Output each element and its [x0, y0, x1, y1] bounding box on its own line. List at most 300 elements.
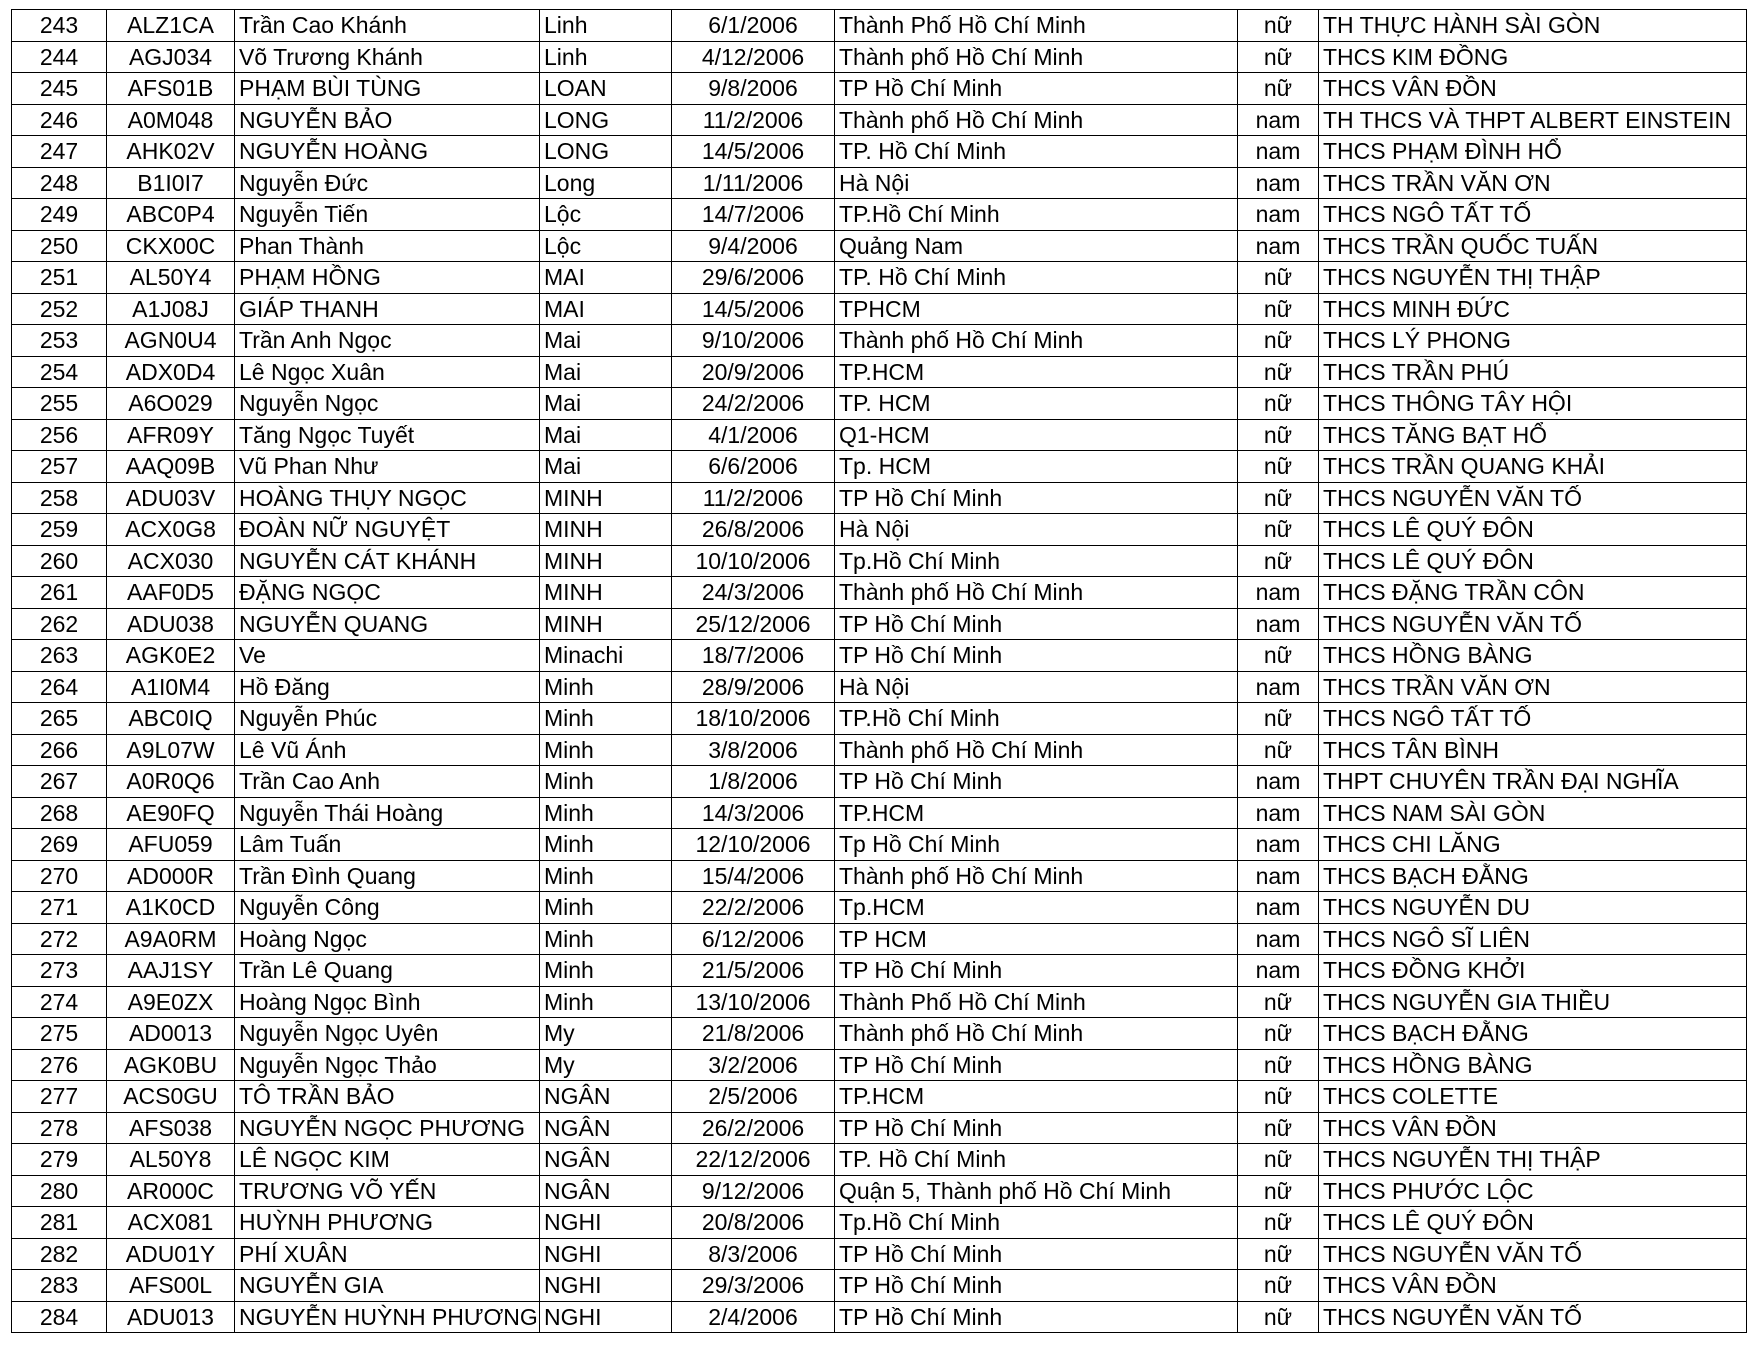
table-row — [12, 640, 1747, 672]
student-roster-table — [11, 9, 1747, 1333]
row-number-cell: 248 — [12, 167, 107, 199]
gender-cell: nữ — [1238, 734, 1319, 766]
given-name-cell: Minh — [540, 734, 672, 766]
school-cell: THCS NGUYỄN VĂN TỐ — [1319, 1238, 1747, 1270]
roster-sheet — [11, 9, 1747, 1333]
school-cell: THCS TÂN BÌNH — [1319, 734, 1747, 766]
table-row — [12, 73, 1747, 105]
surname-cell: TRƯƠNG VÕ YẾN — [235, 1175, 540, 1207]
candidate-code-cell: AL50Y4 — [107, 262, 235, 294]
row-number-cell: 268 — [12, 797, 107, 829]
gender-cell: nam — [1238, 104, 1319, 136]
birth-date-cell: 28/9/2006 — [672, 671, 835, 703]
candidate-code-cell: ACS0GU — [107, 1081, 235, 1113]
given-name-cell: Mai — [540, 451, 672, 483]
row-number-cell: 281 — [12, 1207, 107, 1239]
gender-cell: nữ — [1238, 514, 1319, 546]
school-cell: THCS NGÔ SĨ LIÊN — [1319, 923, 1747, 955]
candidate-code-cell: ADX0D4 — [107, 356, 235, 388]
row-number-cell: 251 — [12, 262, 107, 294]
table-row — [12, 10, 1747, 42]
surname-cell: PHÍ XUÂN — [235, 1238, 540, 1270]
school-cell: THCS LÊ QUÝ ĐÔN — [1319, 514, 1747, 546]
candidate-code-cell: ABC0IQ — [107, 703, 235, 735]
gender-cell: nam — [1238, 230, 1319, 262]
birthplace-cell: Thành phố Hồ Chí Minh — [835, 577, 1238, 609]
given-name-cell: Minh — [540, 955, 672, 987]
surname-cell: NGUYỄN NGỌC PHƯƠNG — [235, 1112, 540, 1144]
surname-cell: Nguyễn Phúc — [235, 703, 540, 735]
surname-cell: Nguyễn Thái Hoàng — [235, 797, 540, 829]
row-number-cell: 247 — [12, 136, 107, 168]
candidate-code-cell: A9E0ZX — [107, 986, 235, 1018]
birthplace-cell: Hà Nội — [835, 167, 1238, 199]
given-name-cell: NGHI — [540, 1270, 672, 1302]
school-cell: THCS TĂNG BẠT HỔ — [1319, 419, 1747, 451]
row-number-cell: 254 — [12, 356, 107, 388]
row-number-cell: 243 — [12, 10, 107, 42]
birthplace-cell: Thành Phố Hồ Chí Minh — [835, 10, 1238, 42]
birth-date-cell: 8/3/2006 — [672, 1238, 835, 1270]
gender-cell: nam — [1238, 199, 1319, 231]
gender-cell: nữ — [1238, 388, 1319, 420]
school-cell: THCS ĐẶNG TRẦN CÔN — [1319, 577, 1747, 609]
surname-cell: LÊ NGỌC KIM — [235, 1144, 540, 1176]
gender-cell: nam — [1238, 829, 1319, 861]
row-number-cell: 273 — [12, 955, 107, 987]
school-cell: THCS KIM ĐỒNG — [1319, 41, 1747, 73]
row-number-cell: 250 — [12, 230, 107, 262]
row-number-cell: 269 — [12, 829, 107, 861]
table-row — [12, 1112, 1747, 1144]
gender-cell: nữ — [1238, 419, 1319, 451]
surname-cell: HOÀNG THỤY NGỌC — [235, 482, 540, 514]
gender-cell: nữ — [1238, 1144, 1319, 1176]
row-number-cell: 249 — [12, 199, 107, 231]
table-row — [12, 167, 1747, 199]
row-number-cell: 261 — [12, 577, 107, 609]
row-number-cell: 244 — [12, 41, 107, 73]
row-number-cell: 267 — [12, 766, 107, 798]
surname-cell: GIÁP THANH — [235, 293, 540, 325]
surname-cell: Nguyễn Tiến — [235, 199, 540, 231]
table-row — [12, 419, 1747, 451]
row-number-cell: 256 — [12, 419, 107, 451]
row-number-cell: 270 — [12, 860, 107, 892]
birthplace-cell: TP Hồ Chí Minh — [835, 1301, 1238, 1333]
table-row — [12, 356, 1747, 388]
birthplace-cell: Tp.Hồ Chí Minh — [835, 545, 1238, 577]
given-name-cell: Minachi — [540, 640, 672, 672]
gender-cell: nữ — [1238, 356, 1319, 388]
birth-date-cell: 20/9/2006 — [672, 356, 835, 388]
row-number-cell: 246 — [12, 104, 107, 136]
gender-cell: nữ — [1238, 451, 1319, 483]
row-number-cell: 279 — [12, 1144, 107, 1176]
candidate-code-cell: A1J08J — [107, 293, 235, 325]
table-row — [12, 104, 1747, 136]
gender-cell: nữ — [1238, 1081, 1319, 1113]
given-name-cell: Minh — [540, 829, 672, 861]
surname-cell: PHẠM HỒNG — [235, 262, 540, 294]
gender-cell: nữ — [1238, 325, 1319, 357]
birth-date-cell: 3/2/2006 — [672, 1049, 835, 1081]
school-cell: THCS TRẦN QUANG KHẢI — [1319, 451, 1747, 483]
table-row — [12, 955, 1747, 987]
given-name-cell: LONG — [540, 104, 672, 136]
row-number-cell: 266 — [12, 734, 107, 766]
birthplace-cell: TP.HCM — [835, 797, 1238, 829]
table-row — [12, 545, 1747, 577]
surname-cell: Ve — [235, 640, 540, 672]
given-name-cell: Lộc — [540, 199, 672, 231]
candidate-code-cell: A1I0M4 — [107, 671, 235, 703]
surname-cell: Tăng Ngọc Tuyết — [235, 419, 540, 451]
surname-cell: Trần Đình Quang — [235, 860, 540, 892]
table-row — [12, 577, 1747, 609]
given-name-cell: NGHI — [540, 1301, 672, 1333]
table-row — [12, 1081, 1747, 1113]
birthplace-cell: Tp.HCM — [835, 892, 1238, 924]
birthplace-cell: TP. Hồ Chí Minh — [835, 1144, 1238, 1176]
candidate-code-cell: A0R0Q6 — [107, 766, 235, 798]
birth-date-cell: 6/6/2006 — [672, 451, 835, 483]
candidate-code-cell: AGK0E2 — [107, 640, 235, 672]
surname-cell: Lê Ngọc Xuân — [235, 356, 540, 388]
roster-body — [12, 10, 1747, 1333]
candidate-code-cell: AL50Y8 — [107, 1144, 235, 1176]
table-row — [12, 136, 1747, 168]
candidate-code-cell: ADU038 — [107, 608, 235, 640]
surname-cell: Nguyễn Đức — [235, 167, 540, 199]
table-row — [12, 451, 1747, 483]
school-cell: THCS NGUYỄN GIA THIỀU — [1319, 986, 1747, 1018]
birth-date-cell: 4/12/2006 — [672, 41, 835, 73]
given-name-cell: Minh — [540, 703, 672, 735]
school-cell: THCS LÊ QUÝ ĐÔN — [1319, 1207, 1747, 1239]
surname-cell: HUỲNH PHƯƠNG — [235, 1207, 540, 1239]
row-number-cell: 262 — [12, 608, 107, 640]
birthplace-cell: TP Hồ Chí Minh — [835, 1112, 1238, 1144]
candidate-code-cell: ADU03V — [107, 482, 235, 514]
birthplace-cell: TP.Hồ Chí Minh — [835, 703, 1238, 735]
surname-cell: NGUYỄN BẢO — [235, 104, 540, 136]
table-row — [12, 608, 1747, 640]
gender-cell: nữ — [1238, 545, 1319, 577]
birthplace-cell: Quận 5, Thành phố Hồ Chí Minh — [835, 1175, 1238, 1207]
birthplace-cell: TP Hồ Chí Minh — [835, 1270, 1238, 1302]
gender-cell: nữ — [1238, 262, 1319, 294]
table-row — [12, 986, 1747, 1018]
birth-date-cell: 24/3/2006 — [672, 577, 835, 609]
surname-cell: ĐOÀN NỮ NGUYỆT — [235, 514, 540, 546]
school-cell: THCS NGUYỄN VĂN TỐ — [1319, 482, 1747, 514]
given-name-cell: Minh — [540, 860, 672, 892]
birth-date-cell: 6/12/2006 — [672, 923, 835, 955]
row-number-cell: 283 — [12, 1270, 107, 1302]
surname-cell: Trần Lê Quang — [235, 955, 540, 987]
birth-date-cell: 2/5/2006 — [672, 1081, 835, 1113]
table-row — [12, 325, 1747, 357]
surname-cell: Vũ Phan Như — [235, 451, 540, 483]
birthplace-cell: Tp Hồ Chí Minh — [835, 829, 1238, 861]
birth-date-cell: 26/8/2006 — [672, 514, 835, 546]
candidate-code-cell: AGN0U4 — [107, 325, 235, 357]
table-row — [12, 671, 1747, 703]
gender-cell: nữ — [1238, 1238, 1319, 1270]
candidate-code-cell: ACX0G8 — [107, 514, 235, 546]
row-number-cell: 260 — [12, 545, 107, 577]
birth-date-cell: 9/4/2006 — [672, 230, 835, 262]
row-number-cell: 276 — [12, 1049, 107, 1081]
school-cell: TH THCS VÀ THPT ALBERT EINSTEIN — [1319, 104, 1747, 136]
surname-cell: Lê Vũ Ánh — [235, 734, 540, 766]
candidate-code-cell: A9L07W — [107, 734, 235, 766]
table-row — [12, 262, 1747, 294]
school-cell: THCS COLETTE — [1319, 1081, 1747, 1113]
table-row — [12, 1049, 1747, 1081]
given-name-cell: Minh — [540, 986, 672, 1018]
given-name-cell: LOAN — [540, 73, 672, 105]
gender-cell: nữ — [1238, 1175, 1319, 1207]
gender-cell: nam — [1238, 167, 1319, 199]
table-row — [12, 230, 1747, 262]
surname-cell: NGUYỄN GIA — [235, 1270, 540, 1302]
given-name-cell: Minh — [540, 892, 672, 924]
birth-date-cell: 25/12/2006 — [672, 608, 835, 640]
table-row — [12, 766, 1747, 798]
surname-cell: TÔ TRẦN BẢO — [235, 1081, 540, 1113]
gender-cell: nam — [1238, 577, 1319, 609]
school-cell: THCS THÔNG TÂY HỘI — [1319, 388, 1747, 420]
gender-cell: nam — [1238, 797, 1319, 829]
birthplace-cell: TP.Hồ Chí Minh — [835, 199, 1238, 231]
school-cell: THPT CHUYÊN TRẦN ĐẠI NGHĨA — [1319, 766, 1747, 798]
candidate-code-cell: ABC0P4 — [107, 199, 235, 231]
school-cell: THCS VÂN ĐỒN — [1319, 1270, 1747, 1302]
school-cell: THCS MINH ĐỨC — [1319, 293, 1747, 325]
given-name-cell: Linh — [540, 10, 672, 42]
gender-cell: nam — [1238, 923, 1319, 955]
row-number-cell: 257 — [12, 451, 107, 483]
birthplace-cell: Thành phố Hồ Chí Minh — [835, 41, 1238, 73]
school-cell: THCS NGUYỄN VĂN TỐ — [1319, 608, 1747, 640]
given-name-cell: Minh — [540, 766, 672, 798]
birthplace-cell: Quảng Nam — [835, 230, 1238, 262]
gender-cell: nữ — [1238, 640, 1319, 672]
surname-cell: Hoàng Ngọc Bình — [235, 986, 540, 1018]
birth-date-cell: 14/5/2006 — [672, 136, 835, 168]
birth-date-cell: 29/6/2006 — [672, 262, 835, 294]
school-cell: THCS TRẦN PHÚ — [1319, 356, 1747, 388]
row-number-cell: 259 — [12, 514, 107, 546]
birth-date-cell: 22/12/2006 — [672, 1144, 835, 1176]
row-number-cell: 255 — [12, 388, 107, 420]
table-row — [12, 1301, 1747, 1333]
birth-date-cell: 1/8/2006 — [672, 766, 835, 798]
table-row — [12, 703, 1747, 735]
birth-date-cell: 6/1/2006 — [672, 10, 835, 42]
birth-date-cell: 21/5/2006 — [672, 955, 835, 987]
school-cell: THCS NAM SÀI GÒN — [1319, 797, 1747, 829]
candidate-code-cell: AAF0D5 — [107, 577, 235, 609]
given-name-cell: Minh — [540, 797, 672, 829]
birthplace-cell: Thành phố Hồ Chí Minh — [835, 325, 1238, 357]
table-row — [12, 829, 1747, 861]
candidate-code-cell: ACX081 — [107, 1207, 235, 1239]
surname-cell: NGUYỄN HUỲNH PHƯƠNG — [235, 1301, 540, 1333]
gender-cell: nam — [1238, 766, 1319, 798]
given-name-cell: MINH — [540, 608, 672, 640]
school-cell: THCS NGUYỄN DU — [1319, 892, 1747, 924]
given-name-cell: NGÂN — [540, 1081, 672, 1113]
table-row — [12, 514, 1747, 546]
gender-cell: nữ — [1238, 482, 1319, 514]
table-row — [12, 1270, 1747, 1302]
birth-date-cell: 9/12/2006 — [672, 1175, 835, 1207]
birth-date-cell: 2/4/2006 — [672, 1301, 835, 1333]
school-cell: THCS TRẦN VĂN ƠN — [1319, 671, 1747, 703]
birth-date-cell: 4/1/2006 — [672, 419, 835, 451]
candidate-code-cell: AGJ034 — [107, 41, 235, 73]
gender-cell: nữ — [1238, 41, 1319, 73]
birthplace-cell: TP Hồ Chí Minh — [835, 482, 1238, 514]
table-row — [12, 199, 1747, 231]
birth-date-cell: 24/2/2006 — [672, 388, 835, 420]
row-number-cell: 245 — [12, 73, 107, 105]
surname-cell: Trần Anh Ngọc — [235, 325, 540, 357]
candidate-code-cell: ACX030 — [107, 545, 235, 577]
table-row — [12, 860, 1747, 892]
gender-cell: nữ — [1238, 293, 1319, 325]
birthplace-cell: Hà Nội — [835, 671, 1238, 703]
candidate-code-cell: AFS01B — [107, 73, 235, 105]
birthplace-cell: TP. HCM — [835, 388, 1238, 420]
birthplace-cell: TP Hồ Chí Minh — [835, 608, 1238, 640]
table-row — [12, 734, 1747, 766]
given-name-cell: NGHI — [540, 1207, 672, 1239]
row-number-cell: 264 — [12, 671, 107, 703]
surname-cell: NGUYỄN CÁT KHÁNH — [235, 545, 540, 577]
birth-date-cell: 13/10/2006 — [672, 986, 835, 1018]
given-name-cell: Minh — [540, 671, 672, 703]
gender-cell: nam — [1238, 892, 1319, 924]
given-name-cell: NGÂN — [540, 1144, 672, 1176]
given-name-cell: NGHI — [540, 1238, 672, 1270]
school-cell: THCS NGÔ TẤT TỐ — [1319, 199, 1747, 231]
surname-cell: Nguyễn Ngọc — [235, 388, 540, 420]
birthplace-cell: Tp.Hồ Chí Minh — [835, 1207, 1238, 1239]
row-number-cell: 253 — [12, 325, 107, 357]
candidate-code-cell: A0M048 — [107, 104, 235, 136]
gender-cell: nữ — [1238, 1207, 1319, 1239]
surname-cell: Hoàng Ngọc — [235, 923, 540, 955]
birth-date-cell: 9/8/2006 — [672, 73, 835, 105]
candidate-code-cell: AAQ09B — [107, 451, 235, 483]
candidate-code-cell: A1K0CD — [107, 892, 235, 924]
table-row — [12, 1018, 1747, 1050]
birth-date-cell: 18/7/2006 — [672, 640, 835, 672]
candidate-code-cell: B1I0I7 — [107, 167, 235, 199]
given-name-cell: Mai — [540, 356, 672, 388]
given-name-cell: MINH — [540, 514, 672, 546]
row-number-cell: 284 — [12, 1301, 107, 1333]
surname-cell: PHẠM BÙI TÙNG — [235, 73, 540, 105]
given-name-cell: Mai — [540, 325, 672, 357]
given-name-cell: Mai — [540, 419, 672, 451]
birthplace-cell: TP Hồ Chí Minh — [835, 1049, 1238, 1081]
surname-cell: Phan Thành — [235, 230, 540, 262]
gender-cell: nữ — [1238, 1018, 1319, 1050]
row-number-cell: 280 — [12, 1175, 107, 1207]
school-cell: THCS LÊ QUÝ ĐÔN — [1319, 545, 1747, 577]
birthplace-cell: TP Hồ Chí Minh — [835, 640, 1238, 672]
given-name-cell: NGÂN — [540, 1112, 672, 1144]
given-name-cell: MAI — [540, 262, 672, 294]
given-name-cell: MAI — [540, 293, 672, 325]
gender-cell: nữ — [1238, 73, 1319, 105]
candidate-code-cell: A6O029 — [107, 388, 235, 420]
given-name-cell: Linh — [540, 41, 672, 73]
candidate-code-cell: ADU01Y — [107, 1238, 235, 1270]
birthplace-cell: Q1-HCM — [835, 419, 1238, 451]
surname-cell: Trần Cao Khánh — [235, 10, 540, 42]
gender-cell: nữ — [1238, 986, 1319, 1018]
row-number-cell: 271 — [12, 892, 107, 924]
school-cell: THCS NGÔ TẤT TỐ — [1319, 703, 1747, 735]
gender-cell: nữ — [1238, 1112, 1319, 1144]
birthplace-cell: TP Hồ Chí Minh — [835, 955, 1238, 987]
gender-cell: nam — [1238, 608, 1319, 640]
school-cell: THCS HỒNG BÀNG — [1319, 640, 1747, 672]
row-number-cell: 277 — [12, 1081, 107, 1113]
candidate-code-cell: AAJ1SY — [107, 955, 235, 987]
row-number-cell: 274 — [12, 986, 107, 1018]
row-number-cell: 272 — [12, 923, 107, 955]
birth-date-cell: 9/10/2006 — [672, 325, 835, 357]
table-row — [12, 923, 1747, 955]
gender-cell: nam — [1238, 955, 1319, 987]
table-row — [12, 892, 1747, 924]
school-cell: THCS TRẦN QUỐC TUẤN — [1319, 230, 1747, 262]
given-name-cell: MINH — [540, 482, 672, 514]
birth-date-cell: 14/7/2006 — [672, 199, 835, 231]
gender-cell: nữ — [1238, 1270, 1319, 1302]
birth-date-cell: 12/10/2006 — [672, 829, 835, 861]
birthplace-cell: TPHCM — [835, 293, 1238, 325]
row-number-cell: 282 — [12, 1238, 107, 1270]
candidate-code-cell: CKX00C — [107, 230, 235, 262]
candidate-code-cell: AD0013 — [107, 1018, 235, 1050]
birthplace-cell: TP Hồ Chí Minh — [835, 766, 1238, 798]
row-number-cell: 263 — [12, 640, 107, 672]
surname-cell: ĐẶNG NGỌC — [235, 577, 540, 609]
school-cell: THCS NGUYỄN VĂN TỐ — [1319, 1301, 1747, 1333]
school-cell: THCS ĐỒNG KHỞI — [1319, 955, 1747, 987]
candidate-code-cell: ALZ1CA — [107, 10, 235, 42]
given-name-cell: LONG — [540, 136, 672, 168]
birth-date-cell: 14/3/2006 — [672, 797, 835, 829]
school-cell: TH THỰC HÀNH SÀI GÒN — [1319, 10, 1747, 42]
given-name-cell: Long — [540, 167, 672, 199]
school-cell: THCS PHƯỚC LỘC — [1319, 1175, 1747, 1207]
surname-cell: Võ Trương Khánh — [235, 41, 540, 73]
birth-date-cell: 22/2/2006 — [672, 892, 835, 924]
school-cell: THCS BẠCH ĐẰNG — [1319, 1018, 1747, 1050]
birthplace-cell: Thành phố Hồ Chí Minh — [835, 1018, 1238, 1050]
candidate-code-cell: AGK0BU — [107, 1049, 235, 1081]
candidate-code-cell: AFS00L — [107, 1270, 235, 1302]
